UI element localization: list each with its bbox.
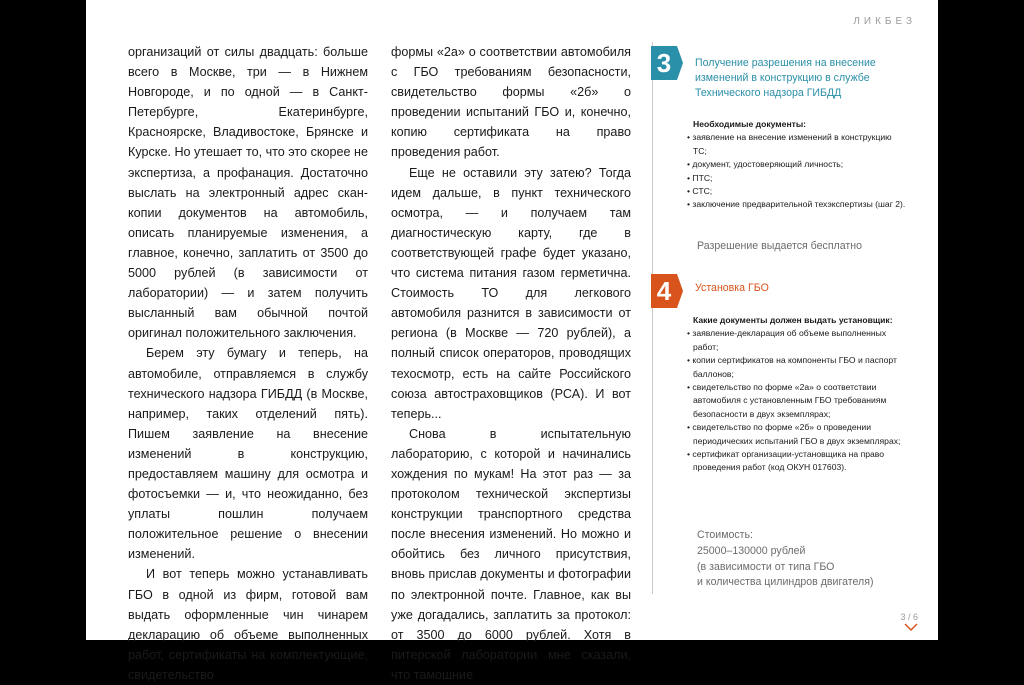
list-item: • сертификат организации-установщика на право проведения работ (код ОКУН 017603). — [687, 448, 907, 475]
paragraph: организаций от силы двадцать: больше всего в Москве, три — в Нижнем Новгороде, и по одной — в Санкт-Петербурге, Екатеринбурге, Красноярске, Владивостоке, Брянске и Курске. Но утешает то, что это скорее не экспертиза, а профанация. Достаточно выслать на электронный адрес скан-копии документов на автомобиль, описать планируемые изменения, а главное, конечно, заплатить от 3500 до 5000 рублей (в зависимости от лаборатории) — и затем получить высланный вам обычной почтой оригинал положительного заключения. — [128, 45, 368, 341]
paragraph: Берем эту бумагу и теперь, на автомобиле, отправляемся в службу технического надзора ГИБДД (в Москве, например, таких отделений пять). Пишем заявление на внесение изменений в конструкцию, предоставляем машину для осмотра и фотосъемки — и, что неожиданно, без уплаты пошлин получаем положительное решение о внесении изменений. — [128, 346, 368, 562]
step-3-note: Разрешение выдается бесплатно — [697, 240, 862, 252]
step-4-arrow-icon — [677, 274, 683, 308]
step-4-docs-heading: Какие документы должен выдать установщик: — [693, 315, 893, 325]
list-item: • свидетельство по форме «2б» о проведении периодических испытаний ГБО в двух экземплярах; — [687, 421, 907, 448]
paragraph: формы «2а» о соответствии автомобиля с ГБО требованиям безопасности, свидетельство формы «2б» о проведении испытаний ГБО и, конечно, копию сертификата на право проведения работ. — [391, 45, 631, 160]
step-4-badge: 4 — [651, 274, 677, 308]
step-4-cost — [697, 528, 873, 591]
step-3-documents — [687, 118, 907, 212]
step-3-arrow-icon — [677, 46, 683, 80]
cost-value: 25000–130000 рублей — [697, 544, 806, 557]
paragraph: Снова в испытательную лабораторию, с которой и начинались хождения по мукам! На этот раз — за протоколом технической экспертизы конструкции транспортного средства после внесения изменений. Но можно и обойтись без личного присутствия, вновь прислав документы и фотографии по электронной почте. Главное, как вы уже догадались, заплатить за протокол: от 3500 до 6000 рублей. Хотя в питерской лаборатории мне сказали, что тамошние — [391, 426, 631, 682]
steps-sidebar — [652, 42, 913, 594]
step-4-title: Установка ГБО — [695, 282, 769, 294]
section-header: ЛИКБЕЗ — [853, 16, 916, 27]
list-item: • свидетельство по форме «2а» о соответствии автомобиля с установленным ГБО требованиям безопасности в двух экземплярах; — [687, 381, 907, 421]
magazine-page — [86, 0, 938, 682]
cost-note: (в зависимости от типа ГБО — [697, 560, 835, 573]
cost-note: и количества цилиндров двигателя) — [697, 576, 874, 589]
paragraph: И вот теперь можно устанавливать ГБО в одной из фирм, готовой вам выдать оформленные чин чинарем декларацию об объеме выполненных работ, сертификаты на комплектующие, свидетельство — [128, 567, 368, 682]
step-3-title: Получение разрешения на внесение изменений в конструкцию в службе Технического надзора ГИБДД — [695, 57, 876, 99]
list-item: • СТС; — [687, 185, 907, 198]
cost-label: Стоимость: — [697, 529, 753, 541]
step-4-documents — [687, 314, 907, 475]
list-item: • заявление-декларация об объеме выполненных работ; — [687, 327, 907, 354]
list-item: • документ, удостоверяющий личность; — [687, 158, 907, 171]
page-number: 3 / 6 — [900, 612, 918, 622]
list-item: • заявление на внесение изменений в конструкцию ТС; — [687, 131, 907, 158]
list-item: • ПТС; — [687, 172, 907, 185]
list-item: • копии сертификатов на компоненты ГБО и паспорт баллонов; — [687, 354, 907, 381]
step-3-badge: 3 — [651, 46, 677, 80]
text-column-1 — [128, 42, 368, 685]
chevron-down-icon[interactable] — [904, 623, 918, 631]
paragraph: Еще не оставили эту затею? Тогда идем дальше, в пункт технического осмотра, — и получаем там диагностическую карту, где в соответствующей графе будет указано, что система питания газом герметична. Стоимость ТО для легкового автомобиля разнится в зависимости от региона (в Москве — 720 рублей), а полный список операторов, проводящих техосмотр, есть на сайте Российского союза автостраховщиков (РСА). И вот теперь... — [391, 165, 631, 421]
text-column-2 — [391, 42, 631, 685]
step-3-docs-heading: Необходимые документы: — [693, 119, 807, 129]
list-item: • заключение предварительной техэкспертизы (шаг 2). — [687, 198, 907, 211]
